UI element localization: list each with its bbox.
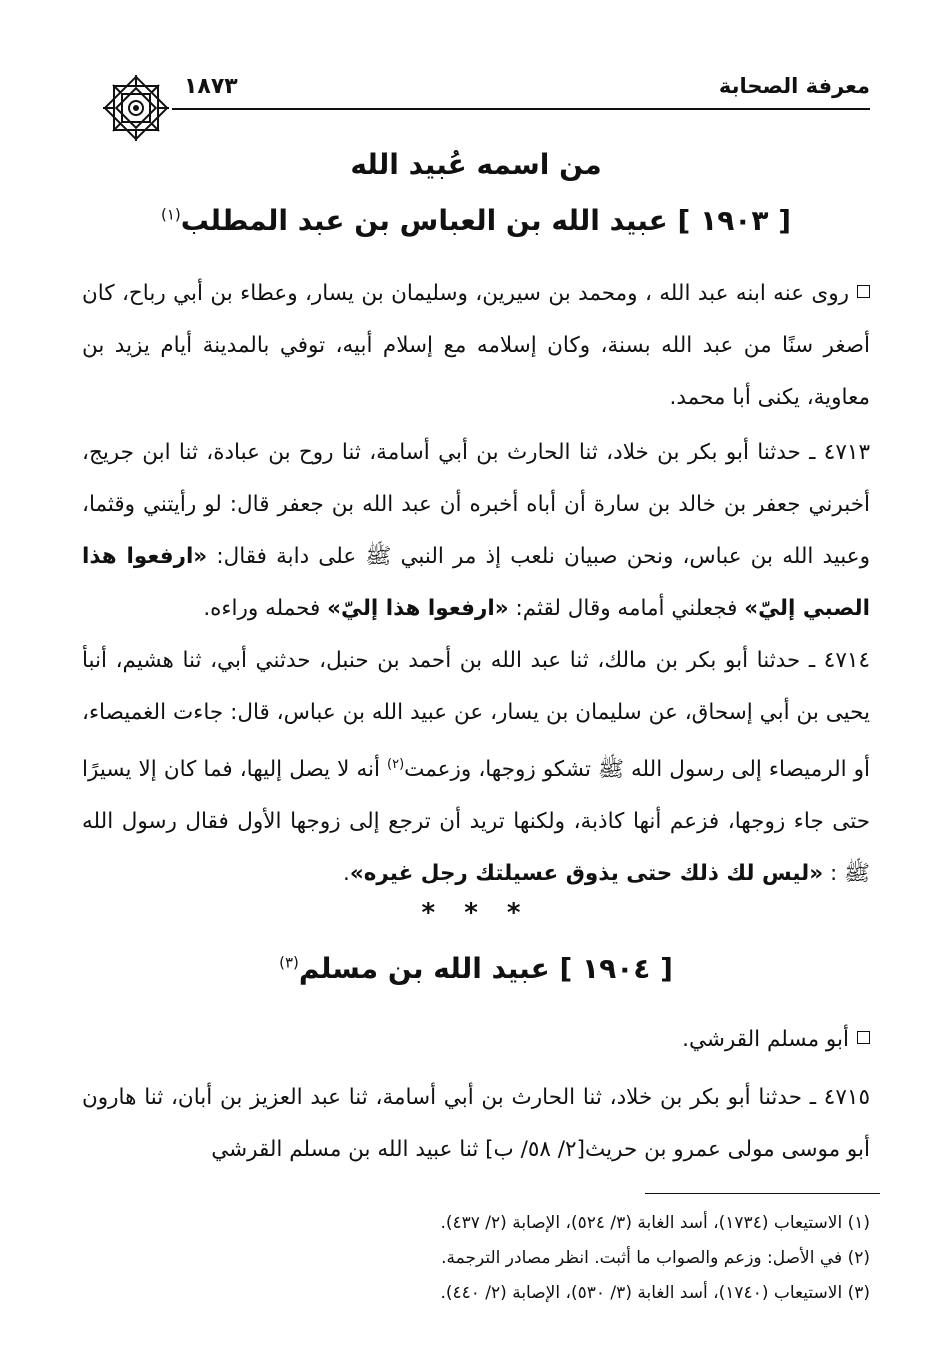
footnote-marker: (٣) <box>279 953 299 972</box>
hadith-text: . <box>343 861 350 887</box>
intro-text: روى عنه ابنه عبد الله ، ومحمد بن سيرين، وسليمان بن يسار، وعطاء بن أبي رباح، كان أصغر سنًا من عبد الله بسنة، وكان إسلامه مع إسلام أبيه، توفي بالمدينة أيام يزيد بن معاوية، يكنى أبا محمد. <box>82 281 870 410</box>
footnote-rule <box>645 1193 880 1194</box>
entry-heading-text: [ ١٩٠٤ ] عبيد الله بن مسلم <box>298 952 673 985</box>
footnote-2: (٢) في الأصل: وزعم والصواب ما أثبت. انظر مصادر الترجمة. <box>441 1248 870 1268</box>
section-separator: * * * <box>421 898 531 928</box>
header-rule <box>172 108 870 110</box>
hadith-text: أنه لا يصل إليها، فما كان إلا يسيرًا حتى جاء زوجها، فزعم أنها كاذبة، ولكنها تريد أن ترجع إلى زوجها الأول فقال رسول الله ﷺ : <box>82 757 870 887</box>
square-bullet-icon <box>857 285 870 298</box>
footnote-marker: (٢) <box>387 757 405 772</box>
hadith-text: ٤٧١٣ ـ حدثنا أبو بكر بن خلاد، ثنا الحارث بن أبي أسامة، ثنا روح بن عبادة، ثنا ابن جريج، أخبرني جعفر بن خالد بن سارة أن أباه أخبره أن عبد الله بن جعفر قال: لو رأيتني وقثما، وعبيد الله بن عباس، ونحن صبيان نلعب إذ مر النبي ﷺ على دابة فقال: <box>82 440 870 569</box>
hadith-text: فجعلني أمامه وقال لقثم: <box>515 596 738 621</box>
intro-text: أبو مسلم القرشي. <box>682 1027 849 1052</box>
hadith-4715 <box>82 1072 870 1176</box>
hadith-4714 <box>82 635 870 900</box>
entry-intro-paragraph <box>82 268 870 424</box>
entry-intro-paragraph <box>82 1014 870 1066</box>
hadith-4713 <box>82 427 870 635</box>
running-header-title: معرفة الصحابة <box>718 74 870 98</box>
footnote-1: (١) الاستيعاب (١٧٣٤)، أسد الغابة (٣/ ٥٢٤)، الإصابة (٢/ ٤٣٧). <box>440 1213 870 1233</box>
page-number: ١٨٧٣ <box>184 74 238 99</box>
prophetic-quote: «ارفعوا هذا الصبي إليّ» <box>82 544 870 621</box>
prophetic-quote: «ليس لك ذلك حتى يذوق عسيلتك رجل غيره» <box>349 861 824 887</box>
section-heading: من اسمه عُبيد الله <box>350 148 602 181</box>
prophetic-quote: «ارفعوا هذا إليّ» <box>327 596 509 621</box>
footnote-3: (٣) الاستيعاب (١٧٤٠)، أسد الغابة (٣/ ٥٣٠)، الإصابة (٢/ ٤٤٠). <box>440 1283 870 1303</box>
footnote-marker: (١) <box>160 205 181 224</box>
square-bullet-icon <box>857 1031 870 1044</box>
hadith-text: ٤٧١٥ ـ حدثنا أبو بكر بن خلاد، ثنا الحارث بن أبي أسامة، ثنا عبد العزيز بن أبان، ثنا هارون أبو موسى مولى عمرو بن حريث[٢/ ٥٨/ ب] ثنا عبيد الله بن مسلم القرشي <box>82 1085 870 1162</box>
entry-heading-text: [ ١٩٠٣ ] عبيد الله بن العباس بن عبد المطلب <box>180 204 792 237</box>
hadith-text: فحمله وراءه. <box>203 596 321 621</box>
hadith-text: ٤٧١٤ ـ حدثنا أبو بكر بن مالك، ثنا عبد الله بن أحمد بن حنبل، حدثني أبي، ثنا هشيم، أنبأ يحيى بن أبي إسحاق، عن سليمان بن يسار، عن عبيد الله بن عباس، قال: جاءت الغميصاء، أو الرميصاء إلى رسول الله ﷺ تشكو زوجها، وزعمت <box>82 648 870 783</box>
footnotes <box>82 1206 870 1311</box>
ornament-icon <box>100 72 172 144</box>
entry-heading-1904 <box>82 952 870 985</box>
entry-heading-1903 <box>82 204 870 237</box>
